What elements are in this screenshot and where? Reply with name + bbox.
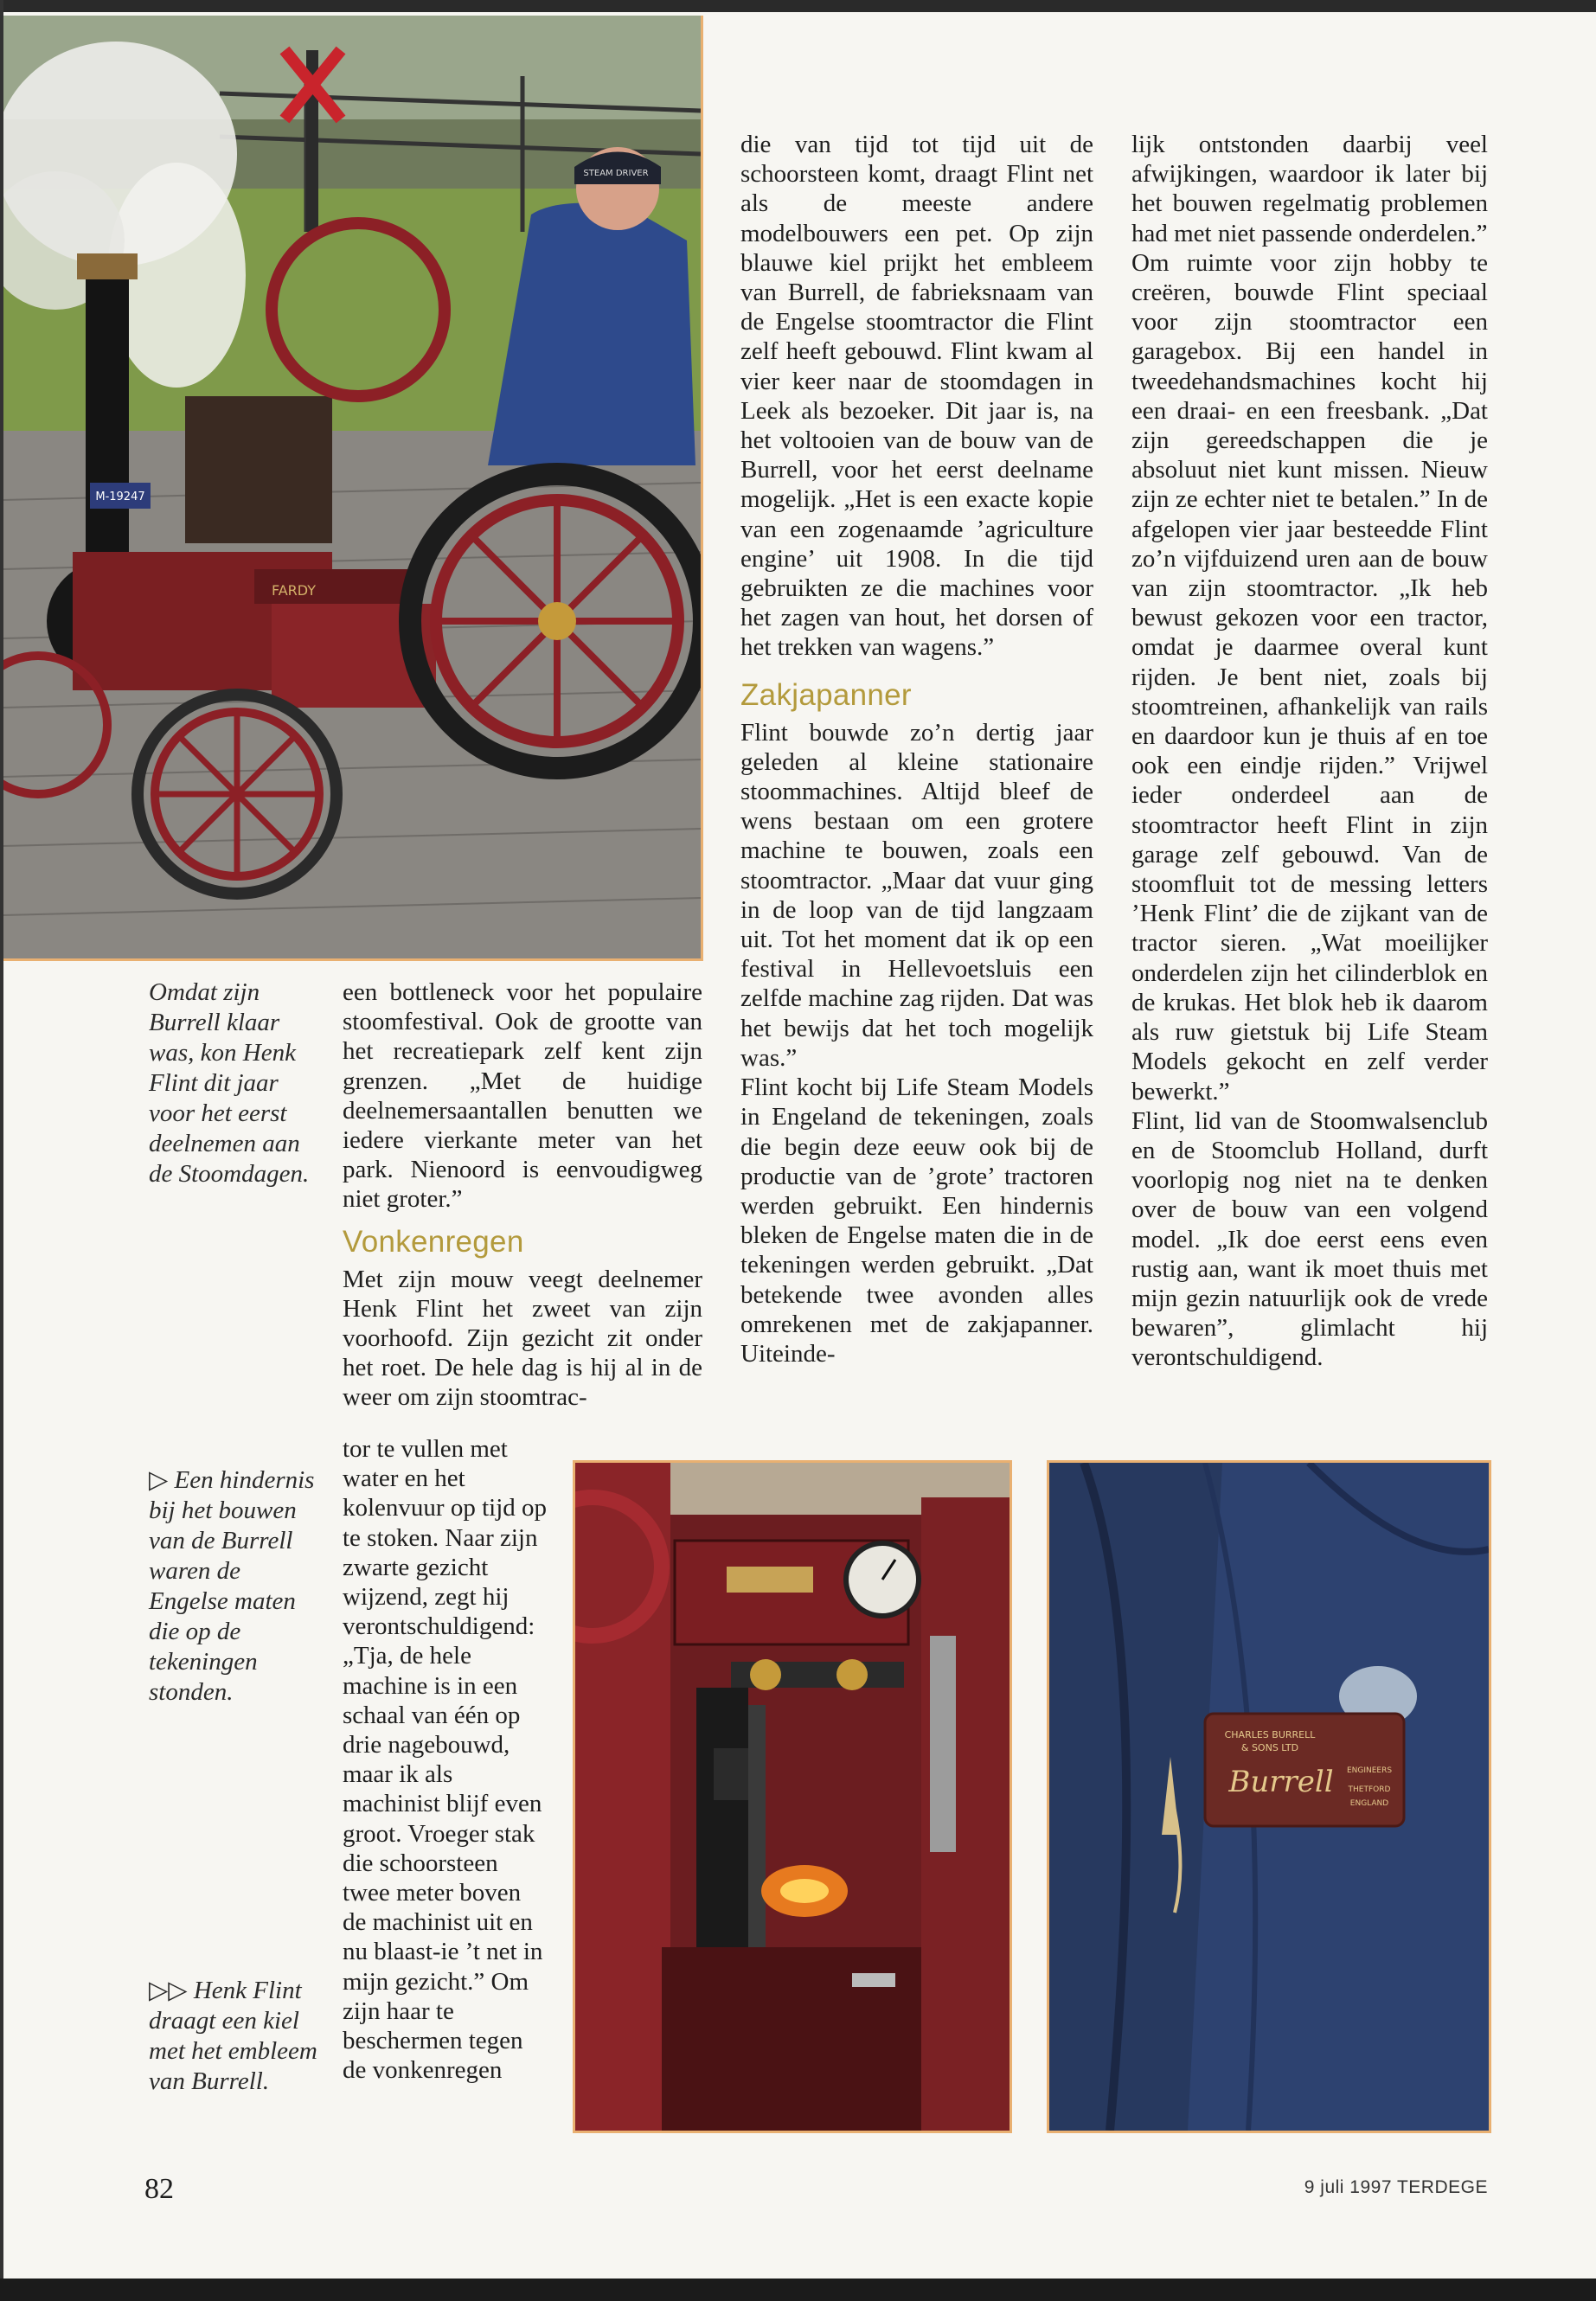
badge-logo: Burrell <box>1228 1765 1334 1799</box>
article-column-2 <box>740 130 1093 1368</box>
badge-line-5: THETFORD <box>1348 1785 1391 1794</box>
article-column-1 <box>343 977 702 1413</box>
heading-vonkenregen: Vonkenregen <box>343 1224 524 1259</box>
heading-zakjapanner: Zakjapanner <box>740 677 912 712</box>
col3-paragraph-2: Om ruimte voor zijn hobby te creëren, bouwde Flint speciaal voor zijn stoomtractor een garagebox. Bij een handel in tweedehandsmachines kocht hij een draai- en een freesbank. „Dat zijn gereedschappen die je absoluut niet kunt missen. Nieuw zijn ze echter niet te betalen.” In de afgelopen vier jaar besteedde Flint zo’n vijfduizend uren aan de bouw van zijn stoomtractor. „Ik heb bewust gekozen voor een tractor, omdat je daarmee overal kunt rijden. Je bent niet, zoals bij stoomtreinen, afhankelijk van rails en daardoor kun je thuis af en toe ook een eindje rijden.” Vrijwel ieder onderdeel aan de stoomtractor heeft Flint in zijn garage zelf gebouwd. Van de stoomfluit tot de messing letters ’Henk Flint’ die de zijkant van de tractor sieren. „Wat moeilijker onderdelen zijn het cilinderblok en de krukas. Het blok heb ik daarom als ruw gietstuk bij Life Steam Models gekocht en zelf verder bewerkt.” <box>1131 248 1488 1106</box>
photo-tractor-controls <box>573 1460 1012 2133</box>
caption-cabin: ▷ Een hindernis bij het bouwen van de Burrell waren de Engelse maten die op de tekeningen stonden. <box>149 1466 315 1706</box>
col2-paragraph-3: Flint kocht bij Life Steam Models in Engeland de tekeningen, zoals die begin deze eeuw ook bij de productie van de ’grote’ tractoren werden gebruikt. Een hindernis bleken de Engelse maten die in de tekeningen werden gebruikt. „Dat betekende twee avonden alles omrekenen met de zakjapanner. Uiteinde- <box>740 1074 1093 1368</box>
page-number: 82 <box>144 2173 174 2205</box>
col2-paragraph-1: die van tijd tot tijd uit de schoorsteen komt, draagt Flint net als de meeste andere modelbouwers een pet. Op zijn blauwe kiel prijkt het embleem van Burrell, de fabrieksnaam van de Engelse stoomtractor die Flint zelf heeft gebouwd. Flint kwam al vier keer naar de stoomdagen in Leek als bezoeker. Dit jaar is, na het voltooien van de bouw van de Burrell, voor het eerst deelname mogelijk. „Het is een exacte kopie van een zogenaamde ’agriculture engine’ uit 1908. In die tijd gebruikten ze die machines voor het zagen van hout, het dorsen of het trekken van wagens.” <box>740 131 1093 662</box>
footer-date-publication: 9 juli 1997 TERDEGE <box>1304 2177 1488 2197</box>
caption-kiel: ▷▷ Henk Flint draagt een kiel met het embleem van Burrell. <box>149 1977 317 2095</box>
badge-line-6: ENGLAND <box>1349 1799 1389 1808</box>
col3-paragraph-1: lijk ontstonden daarbij veel afwijkingen, waardoor ik later bij het bouwen regelmatig problemen had met niet passende onderdelen.” <box>1131 131 1488 247</box>
col1-paragraph-2a: Met zijn mouw veegt deelnemer Henk Flint het zweet van zijn voorhoofd. Zijn gezicht zit onder het roet. De hele dag is hij al in de weer om zijn stoomtrac- <box>343 1265 702 1412</box>
col2-paragraph-2: Flint bouwde zo’n dertig jaar geleden al kleine stationaire stoommachines. Altijd bleef de wens bestaan om een grotere machine te bouwen, zoals een stoomtractor. „Maar dat vuur ging in de loop van de tijd langzaam uit. Tot het moment dat ik op een festival in Hellevoetsluis een zelfde machine zag rijden. Dat was het bewijs dat het toch mogelijk was.” <box>740 718 1093 1072</box>
page-top-border <box>0 0 1596 12</box>
photo-burrell-badge-coat <box>1047 1460 1491 2133</box>
article-column-3 <box>1131 130 1488 1373</box>
col1-paragraph-1: een bottleneck voor het populaire stoomfestival. Ook de grootte van het recreatiepark zelf kent zijn grenzen. „Met de huidige deelnemersaantallen benutten we iedere vierkante meter van het park. Nienoord is eenvoudigweg niet groter.” <box>343 978 702 1214</box>
caption-tractor: Omdat zijn Burrell klaar was, kon Henk Flint dit jaar voor het eerst deelnemen aan de Stoomdagen. <box>149 978 310 1188</box>
tractor-plate: M-19247 <box>95 490 145 503</box>
badge-line-1: CHARLES BURRELL <box>1224 1729 1316 1740</box>
col3-paragraph-3: Flint, lid van de Stoomwalsenclub en de Stoomclub Holland, durft voorlopig nog niet na te denken over de bouw van een volgend model. „Ik doe eerst eens even rustig aan, want ik moet thuis met mijn gezin natuurlijk ook de vrede bewaren”, glimlacht hij verontschuldigend. <box>1131 1106 1488 1372</box>
article-column-1-narrow <box>343 1434 547 2085</box>
page-bottom-border <box>0 2279 1596 2301</box>
badge-line-2: & SONS LTD <box>1240 1742 1299 1753</box>
photo-steam-tractor <box>3 16 703 961</box>
tractor-nameplate: FARDY <box>272 582 317 599</box>
cap-text: STEAM DRIVER <box>583 169 649 178</box>
badge-line-4: ENGINEERS <box>1346 1766 1393 1775</box>
col1-paragraph-2b: tor te vullen met water en het kolenvuur op tijd op te stoken. Naar zijn zwarte gezicht wijzend, zegt hij verontschuldigend: „Tja, de hele machine is in een schaal van één op drie nagebouwd, maar ik als machinist blijf even groot. Vroeger stak die schoorsteen twee meter boven de machinist uit en nu blaast-ie ’t net in mijn gezicht.” Om zijn haar te beschermen tegen de vonkenregen <box>343 1435 548 2085</box>
